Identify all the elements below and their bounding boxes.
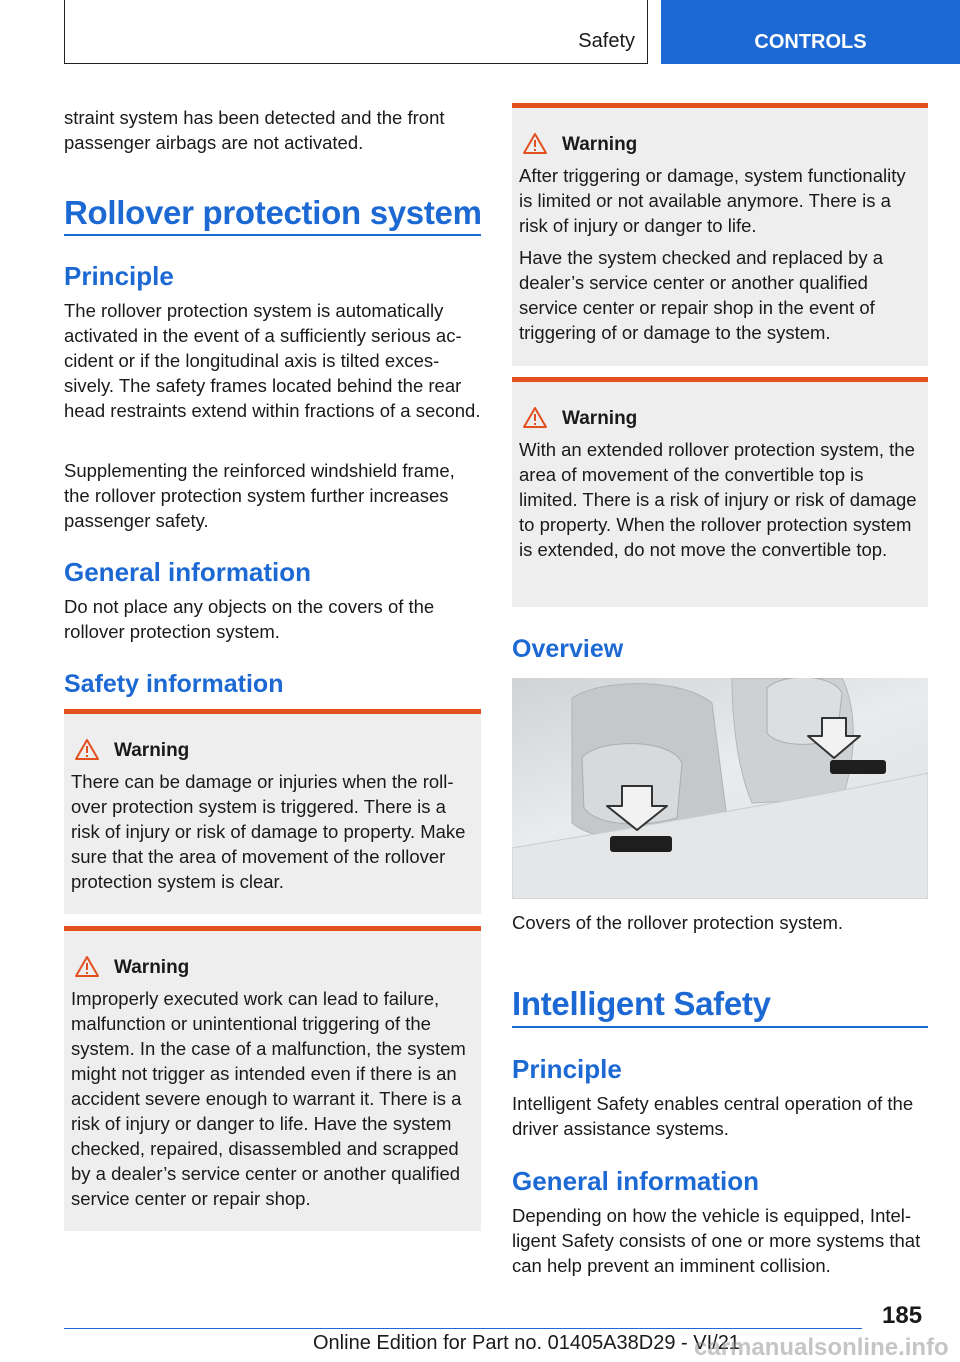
warning-text: With an extended rollover protection system, the area of movement of the convertible top is limited. There is a risk of injury or risk of damage to property. When the rollover protection system is extended, do not move the convertible top. xyxy=(519,439,917,560)
warning-triangle-icon xyxy=(74,955,100,979)
header-section-label: Safety xyxy=(578,30,635,52)
warning-title: Warning xyxy=(562,134,638,155)
warning-box-2 xyxy=(64,926,481,1231)
page-number: 185 xyxy=(882,1302,923,1329)
warning-box-1 xyxy=(64,709,481,914)
intelligent-general-paragraph: Depending on how the vehicle is equipped, Intelligent Safety consists of one or more systems that can help prevent an imminent collision. xyxy=(512,1205,921,1276)
warning-text: Improperly executed work can lead to failure, malfunction or unintentional triggering of the system. In the case of a malfunction, the system might not trigger as intended even if there is an accident severe enough to warrant it. There is a risk of injury or danger to life. Have the system checked, repaired, disassembled and scrapped by a dealer’s service center or another qualified service center or repair shop. xyxy=(71,988,466,1209)
warning-text: Have the system checked and replaced by a dealer’s service center or another qualified service center or repair shop in the event of triggering of or damage to the system. xyxy=(519,247,884,343)
intelligent-safety-title-rule xyxy=(512,1026,928,1028)
principle-heading: Principle xyxy=(64,261,174,291)
safety-info-heading: Safety information xyxy=(64,670,284,698)
warning-text: After triggering or damage, system functionality is limited or not available anymore. There is a risk of injury or danger to life. xyxy=(519,165,906,236)
warning-title: Warning xyxy=(562,408,638,429)
principle-paragraph-1: The rollover protection system is automatically activated in the event of a sufficiently serious accident or if the longitudinal axis is tilted excessively. The safety frames located behind the rear head restraints extend within fractions of a second. xyxy=(64,300,481,421)
intelligent-principle-heading: Principle xyxy=(512,1054,622,1084)
warning-body xyxy=(71,986,475,1218)
rollover-covers-photo xyxy=(512,678,928,899)
intelligent-principle-paragraph: Intelligent Safety enables central operation of the driver assistance systems. xyxy=(512,1093,914,1139)
photo-caption: Covers of the rollover protection system. xyxy=(512,912,844,933)
footer-edition: Online Edition for Part no. 01405A38D29 - VI/21 xyxy=(313,1332,740,1354)
warning-body xyxy=(519,437,922,569)
warning-title: Warning xyxy=(114,740,190,761)
overview-heading: Overview xyxy=(512,635,624,663)
rollover-title-rule xyxy=(64,234,481,236)
warning-body xyxy=(71,769,475,901)
warning-box-4 xyxy=(512,377,928,607)
header-chapter-tab[interactable]: CONTROLS xyxy=(661,0,960,64)
warning-triangle-icon xyxy=(522,406,548,430)
general-info-heading: General information xyxy=(64,557,312,587)
car-interior-illustration xyxy=(512,678,928,899)
general-info-paragraph: Do not place any objects on the covers of the rollover protection system. xyxy=(64,596,435,642)
warning-text: There can be damage or injuries when the rollover protection system is triggered. There is a risk of injury or risk of damage to property. Make sure that the area of movement of the rollover protection system is clear. xyxy=(71,771,466,892)
warning-triangle-icon xyxy=(522,132,548,156)
principle-paragraph-2: Supplementing the reinforced windshield frame, the rollover protection system further increases passenger safety. xyxy=(64,460,455,531)
intro-text: straint system has been detected and the front passenger airbags are not activated. xyxy=(64,107,445,153)
warning-body xyxy=(519,163,922,352)
header-section-box xyxy=(64,0,648,64)
warning-triangle-icon xyxy=(74,738,100,762)
watermark: carmanualsonline.info xyxy=(694,1334,949,1361)
intelligent-safety-title: Intelligent Safety xyxy=(512,985,771,1022)
warning-box-3 xyxy=(512,103,928,366)
warning-title: Warning xyxy=(114,957,190,978)
footer-rule xyxy=(64,1328,862,1329)
rollover-title: Rollover protection system xyxy=(64,194,482,231)
intelligent-general-heading: General information xyxy=(512,1166,760,1196)
